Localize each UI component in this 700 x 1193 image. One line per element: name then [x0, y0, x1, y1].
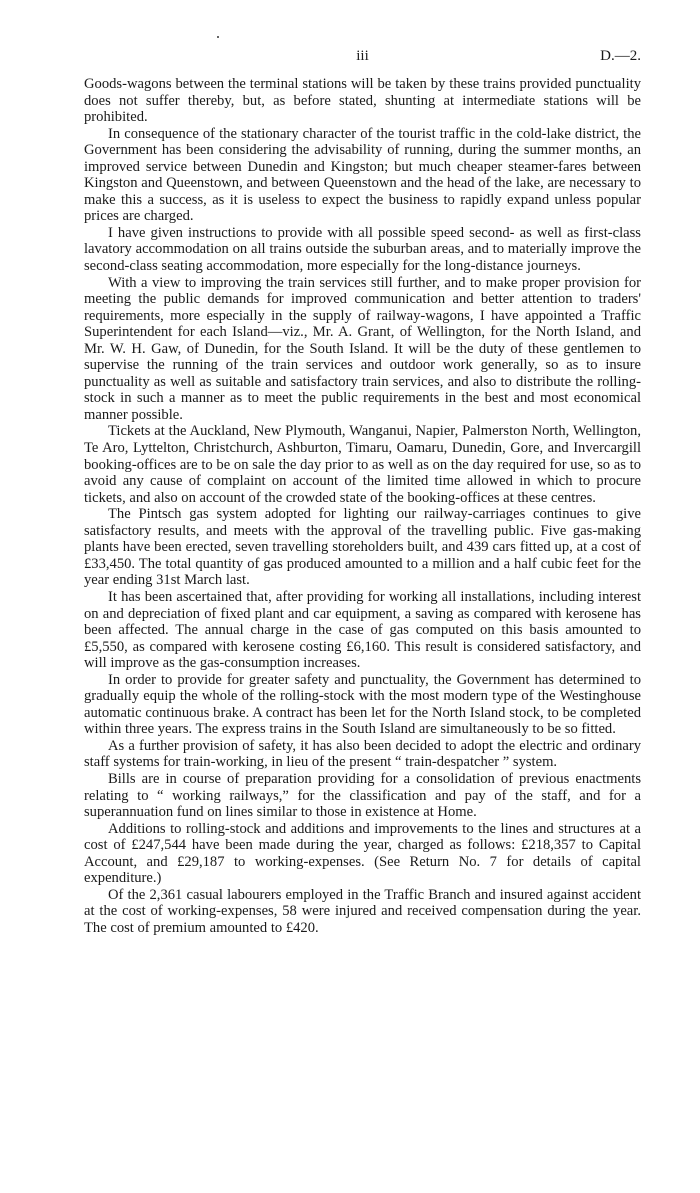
body-text [84, 76, 641, 936]
paragraph-pintsch-gas: The Pintsch gas system adopted for lighting our railway-carriages continues to give satisfactory results, and meets with the approval of the travelling public. Five gas-making plants have been erected, seven travelling storeholders built, and 439 cars fitted up, at a cost of £33,450. The total quantity of gas produced amounted to a million and a half cubic feet for the year ending 31st March last. [84, 506, 641, 589]
paragraph-bills: Bills are in course of preparation providing for a consolidation of previous enactments relating to “ working railways,” for the classification and pay of the staff, and for a superannuation fund on lines similar to those in existence at Home. [84, 770, 641, 821]
document-reference: D.—2. [600, 48, 641, 64]
paragraph-westinghouse-brake: In order to provide for greater safety and punctuality, the Government has determined to gradually equip the whole of the rolling-stock with the most modern type of the Westinghouse automatic continuous brake. A contract has been let for the North Island stock, to be completed within three years. The express trains in the South Island are simultaneously to be so fitted. [84, 671, 641, 738]
page-number: iii [356, 48, 369, 64]
paragraph-gas-savings: It has been ascertained that, after providing for working all installations, including interest on and depreciation of fixed plant and car equipment, a saving as compared with kerosene has been affected. The annual charge in the case of gas computed on this basis amounted to £5,550, as compared with kerosene costing £6,160. This result is considered satisfactory, and will improve as the gas-consumption increases. [84, 588, 641, 672]
paragraph-tickets: Tickets at the Auckland, New Plymouth, Wanganui, Napier, Palmerston North, Wellington, Te Aro, Lyttelton, Christchurch, Ashburton, Timaru, Oamaru, Dunedin, Gore, and Invercargill booking-offices are to be on sale the day prior to as well as on the day required for use, so as to avoid any cause of complaint on account of the limited time allowed in which to procure tickets, and also on account of the crowded state of the booking-offices at these centres. [84, 423, 641, 506]
paragraph-staff-systems: As a further provision of safety, it has also been decided to adopt the electric and ordinary staff systems for train-working, in lieu of the present “ train-despatcher ” system. [84, 737, 641, 771]
paragraph-traffic-superintendents: With a view to improving the train services still further, and to make proper provision for meeting the public demands for improved communication and better attention to traders' requirements, more especially in the supply of railway-wagons, I have appointed a Traffic Superintendent for each Island—viz., Mr. A. Grant, of Wellington, for the North Island, and Mr. W. H. Gaw, of Dunedin, for the South Island. It will be the duty of these gentlemen to supervise the running of the train services and outdoor work generally, so as to insure punctuality as well as suitable and satisfactory train services, and also to distribute the rolling-stock in such a manner as to meet the public requirements in the best and most economical manner possible. [84, 274, 641, 423]
paragraph-casual-labourers: Of the 2,361 casual labourers employed in the Traffic Branch and insured against accident at the cost of working-expenses, 58 were injured and received compensation during the year. The cost of premium amounted to £420. [84, 886, 641, 936]
paragraph-lavatory-accommodation: I have given instructions to provide with all possible speed second- as well as first-class lavatory accommodation on all trains outside the suburban areas, and to materially improve the second-class seating accommodation, more especially for the long-distance journeys. [84, 224, 641, 275]
paragraph-tourist-traffic: In consequence of the stationary character of the tourist traffic in the cold-lake district, the Government has been considering the advisability of running, during the summer months, an improved service between Dunedin and Kingston; but much cheaper steamer-fares between Kingston and Queenstown, and between Queenstown and the head of the lake, are necessary to make this a success, as it is useless to expect the business to rapidly expand unless popular prices are charged. [84, 125, 641, 225]
scan-mark [217, 36, 219, 38]
page-header [84, 48, 641, 70]
paragraph-additions: Additions to rolling-stock and additions and improvements to the lines and structures at a cost of £247,544 have been made during the year, charged as follows: £218,357 to Capital Account, and £29,187 to working-expenses. (See Return No. 7 for details of capital expenditure.) [84, 820, 641, 887]
paragraph-goods-wagons: Goods-wagons between the terminal stations will be taken by these trains provided punctuality does not suffer thereby, but, as before stated, shunting at intermediate stations will be prohibited. [84, 76, 641, 126]
